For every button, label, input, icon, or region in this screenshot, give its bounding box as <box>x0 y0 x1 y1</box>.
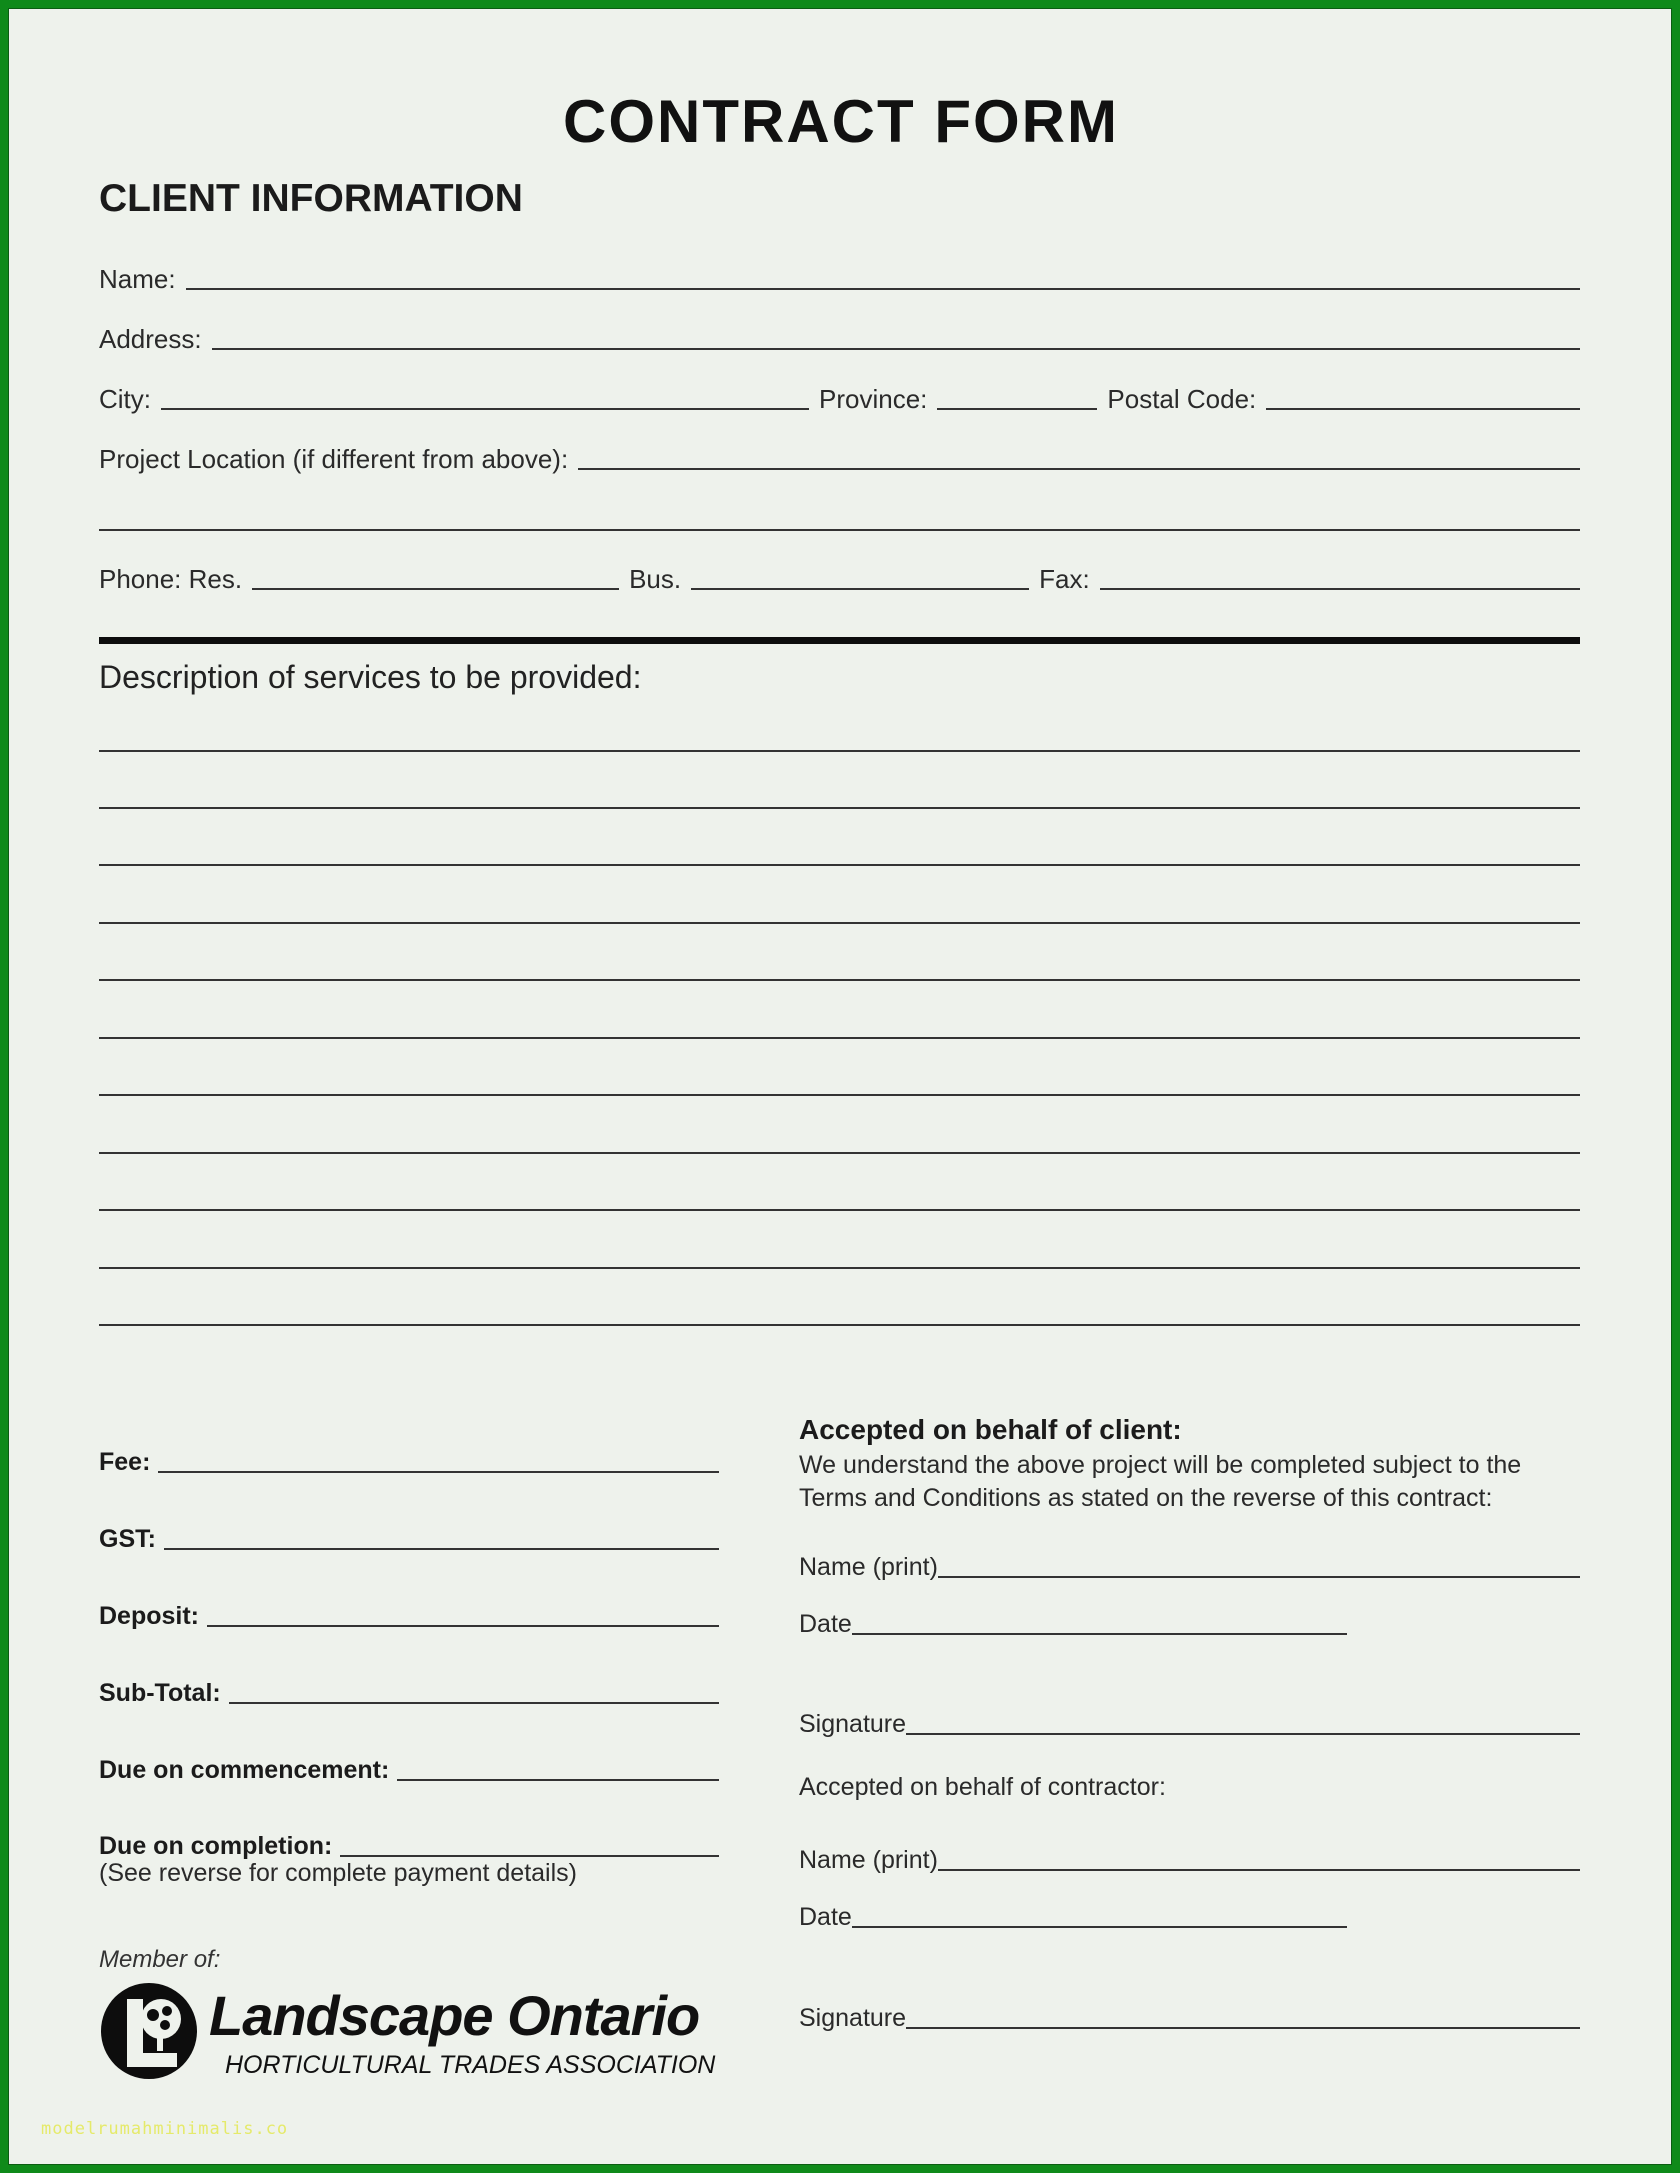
contractor-date-label: Date <box>799 1903 852 1931</box>
name-label: Name: <box>99 264 176 294</box>
client-acceptance-heading: Accepted on behalf of client: <box>799 1414 1182 1445</box>
due-completion-field[interactable] <box>340 1855 719 1857</box>
name-row <box>99 254 1580 294</box>
client-signature-label: Signature <box>799 1710 907 1738</box>
due-completion-label: Due on completion: <box>99 1832 333 1860</box>
description-line[interactable] <box>99 979 1580 981</box>
client-date-row <box>799 1599 1347 1639</box>
fee-row <box>99 1437 719 1477</box>
deposit-row <box>99 1591 719 1631</box>
form-title: CONTRACT FORM <box>563 88 1119 155</box>
client-date-label: Date <box>799 1610 852 1638</box>
description-line[interactable] <box>99 864 1580 866</box>
project-location-continuation-line[interactable] <box>99 529 1580 531</box>
description-line[interactable] <box>99 750 1580 752</box>
sub-total-label: Sub-Total: <box>99 1679 221 1707</box>
province-field[interactable] <box>937 408 1097 410</box>
address-row <box>99 314 1580 354</box>
contractor-date-row <box>799 1892 1347 1932</box>
city-field[interactable] <box>161 408 809 410</box>
city-label: City: <box>99 384 151 414</box>
section-divider <box>99 637 1580 644</box>
payment-note: (See reverse for complete payment details) <box>99 1859 577 1887</box>
contract-page <box>9 9 1673 2166</box>
postal-code-field[interactable] <box>1266 408 1580 410</box>
fee-label: Fee: <box>99 1448 151 1476</box>
due-commencement-row <box>99 1745 719 1785</box>
section-title-client-info: CLIENT INFORMATION <box>99 177 523 220</box>
deposit-field[interactable] <box>207 1625 719 1627</box>
client-name-label: Name (print) <box>799 1553 938 1581</box>
fax-label: Fax: <box>1039 564 1090 594</box>
gst-field[interactable] <box>164 1548 719 1550</box>
contractor-signature-field[interactable] <box>906 2027 1580 2029</box>
project-location-field[interactable] <box>578 468 1580 470</box>
gst-label: GST: <box>99 1525 156 1553</box>
sub-total-field[interactable] <box>229 1702 719 1704</box>
watermark-text: modelrumahminimalis.co <box>41 2119 289 2139</box>
member-label: Member of: <box>99 1946 221 1973</box>
description-line[interactable] <box>99 1037 1580 1039</box>
bus-field[interactable] <box>691 588 1029 590</box>
phone-row <box>99 554 1580 594</box>
logo-subtitle: HORTICULTURAL TRADES ASSOCIATION <box>225 2051 716 2079</box>
logo-name: Landscape Ontario <box>209 1984 700 2047</box>
contractor-name-row <box>799 1835 1580 1875</box>
fee-field[interactable] <box>158 1471 719 1473</box>
province-label: Province: <box>819 384 928 414</box>
due-commencement-field[interactable] <box>397 1779 719 1781</box>
bus-label: Bus. <box>629 564 682 594</box>
description-line[interactable] <box>99 807 1580 809</box>
description-label: Description of services to be provided: <box>99 659 642 695</box>
address-label: Address: <box>99 324 202 354</box>
phone-res-label: Phone: Res. <box>99 564 243 594</box>
client-acceptance-text-2: Terms and Conditions as stated on the reverse of this contract: <box>799 1484 1493 1512</box>
landscape-ontario-logo <box>99 1979 716 2089</box>
due-commencement-label: Due on commencement: <box>99 1756 390 1784</box>
client-name-field[interactable] <box>938 1576 1580 1578</box>
name-field[interactable] <box>186 288 1580 290</box>
client-date-field[interactable] <box>852 1633 1347 1635</box>
postal-code-label: Postal Code: <box>1107 384 1257 414</box>
contractor-signature-row <box>799 1993 1580 2033</box>
description-line[interactable] <box>99 1267 1580 1269</box>
contractor-name-label: Name (print) <box>799 1846 938 1874</box>
description-line[interactable] <box>99 922 1580 924</box>
page-frame <box>8 8 1672 2165</box>
contractor-date-field[interactable] <box>852 1926 1347 1928</box>
contractor-signature-label: Signature <box>799 2004 907 2032</box>
phone-res-field[interactable] <box>252 588 619 590</box>
description-line[interactable] <box>99 1209 1580 1211</box>
description-line[interactable] <box>99 1152 1580 1154</box>
sub-total-row <box>99 1668 719 1708</box>
project-location-label: Project Location (if different from above): <box>99 444 569 474</box>
client-name-row <box>799 1542 1580 1582</box>
client-acceptance-text-1: We understand the above project will be completed subject to the <box>799 1451 1522 1479</box>
due-completion-row <box>99 1821 719 1861</box>
description-line[interactable] <box>99 1324 1580 1326</box>
description-line[interactable] <box>99 1094 1580 1096</box>
contractor-name-field[interactable] <box>938 1869 1580 1871</box>
contractor-acceptance-heading: Accepted on behalf of contractor: <box>799 1773 1166 1801</box>
project-location-row <box>99 434 1580 474</box>
client-signature-row <box>799 1699 1580 1739</box>
client-signature-field[interactable] <box>906 1733 1580 1735</box>
address-field[interactable] <box>212 348 1580 350</box>
gst-row <box>99 1514 719 1554</box>
city-row <box>99 374 1580 414</box>
fax-field[interactable] <box>1100 588 1580 590</box>
deposit-label: Deposit: <box>99 1602 199 1630</box>
